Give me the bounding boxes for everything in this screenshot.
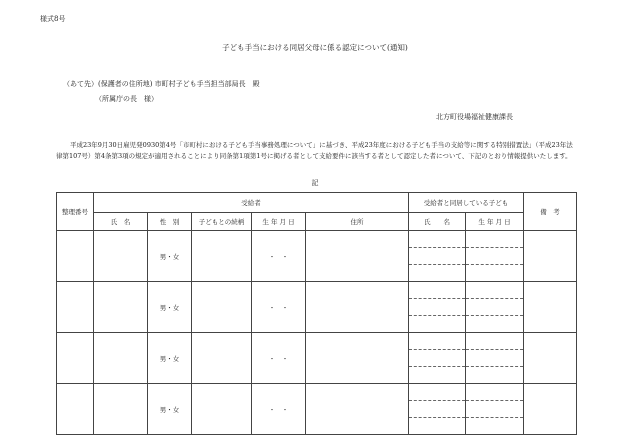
cell-address[interactable] xyxy=(306,333,409,384)
recipient-table xyxy=(56,192,577,435)
cell-child-birthdate[interactable] xyxy=(466,333,524,384)
cell-name[interactable] xyxy=(94,333,148,384)
cell-birthdate[interactable]: ・ ・ xyxy=(252,333,306,384)
cell-number[interactable] xyxy=(57,384,94,435)
cell-gender[interactable]: 男・女 xyxy=(148,384,192,435)
table-row xyxy=(57,282,577,333)
addressee-line-2: （所属庁の長 様） xyxy=(95,95,158,103)
cell-relation[interactable] xyxy=(192,231,252,282)
document-title: 子ども手当における同居父母に係る認定について(通知) xyxy=(222,43,408,52)
cell-child-name[interactable] xyxy=(409,231,466,282)
cell-child-name[interactable] xyxy=(409,333,466,384)
subheader-gender: 性 別 xyxy=(148,213,192,231)
cell-name[interactable] xyxy=(94,384,148,435)
cell-address[interactable] xyxy=(306,282,409,333)
subheader-address: 住所 xyxy=(306,213,409,231)
cell-remarks[interactable] xyxy=(524,282,577,333)
cell-address[interactable] xyxy=(306,231,409,282)
cell-remarks[interactable] xyxy=(524,333,577,384)
cell-birthdate[interactable]: ・ ・ xyxy=(252,282,306,333)
cell-gender[interactable]: 男・女 xyxy=(148,333,192,384)
cell-number[interactable] xyxy=(57,333,94,384)
table-row xyxy=(57,384,577,435)
cell-birthdate[interactable]: ・ ・ xyxy=(252,231,306,282)
cell-number[interactable] xyxy=(57,231,94,282)
subheader-child-birthdate: 生 年 月 日 xyxy=(466,213,524,231)
cell-child-birthdate[interactable] xyxy=(466,282,524,333)
header-recipient: 受給者 xyxy=(94,193,409,213)
ki-heading: 記 xyxy=(311,179,319,187)
cell-child-birthdate[interactable] xyxy=(466,231,524,282)
cell-relation[interactable] xyxy=(192,282,252,333)
subheader-name: 氏 名 xyxy=(94,213,148,231)
body-paragraph: 平成23年9月30日雇児発0930第4号「市町村における子ども手当事務処理について」に基づき、平成23年度における子ども手当の支給等に関する特別措置法」（平成23年法律第107号）第4条第3項の規定が適用されることにより同条第1項第1号に掲げる者として支給要件に該当する者として認定した者について、下記のとおり情報提供いたします。 xyxy=(56,141,573,160)
header-cohabiting-child: 受給者と同居している子ども xyxy=(409,193,524,213)
cell-name[interactable] xyxy=(94,231,148,282)
header-number: 整理番号 xyxy=(57,193,94,231)
cell-relation[interactable] xyxy=(192,333,252,384)
addressee-line-1: （あて先）(保護者の住所地) 市町村子ども手当担当部局長 殿 xyxy=(63,80,260,88)
sender: 北方町役場福祉健康課長 xyxy=(436,113,513,121)
cell-number[interactable] xyxy=(57,282,94,333)
cell-child-name[interactable] xyxy=(409,282,466,333)
cell-remarks[interactable] xyxy=(524,231,577,282)
table-row xyxy=(57,231,577,282)
header-remarks: 備 考 xyxy=(524,193,577,231)
cell-name[interactable] xyxy=(94,282,148,333)
subheader-birthdate: 生 年 月 日 xyxy=(252,213,306,231)
cell-gender[interactable]: 男・女 xyxy=(148,282,192,333)
cell-birthdate[interactable]: ・ ・ xyxy=(252,384,306,435)
form-number: 様式8号 xyxy=(40,15,66,23)
cell-child-name[interactable] xyxy=(409,384,466,435)
table-row xyxy=(57,333,577,384)
cell-gender[interactable]: 男・女 xyxy=(148,231,192,282)
cell-child-birthdate[interactable] xyxy=(466,384,524,435)
cell-address[interactable] xyxy=(306,384,409,435)
subheader-relation: 子どもとの続柄 xyxy=(192,213,252,231)
cell-relation[interactable] xyxy=(192,384,252,435)
subheader-child-name: 氏 名 xyxy=(409,213,466,231)
cell-remarks[interactable] xyxy=(524,384,577,435)
